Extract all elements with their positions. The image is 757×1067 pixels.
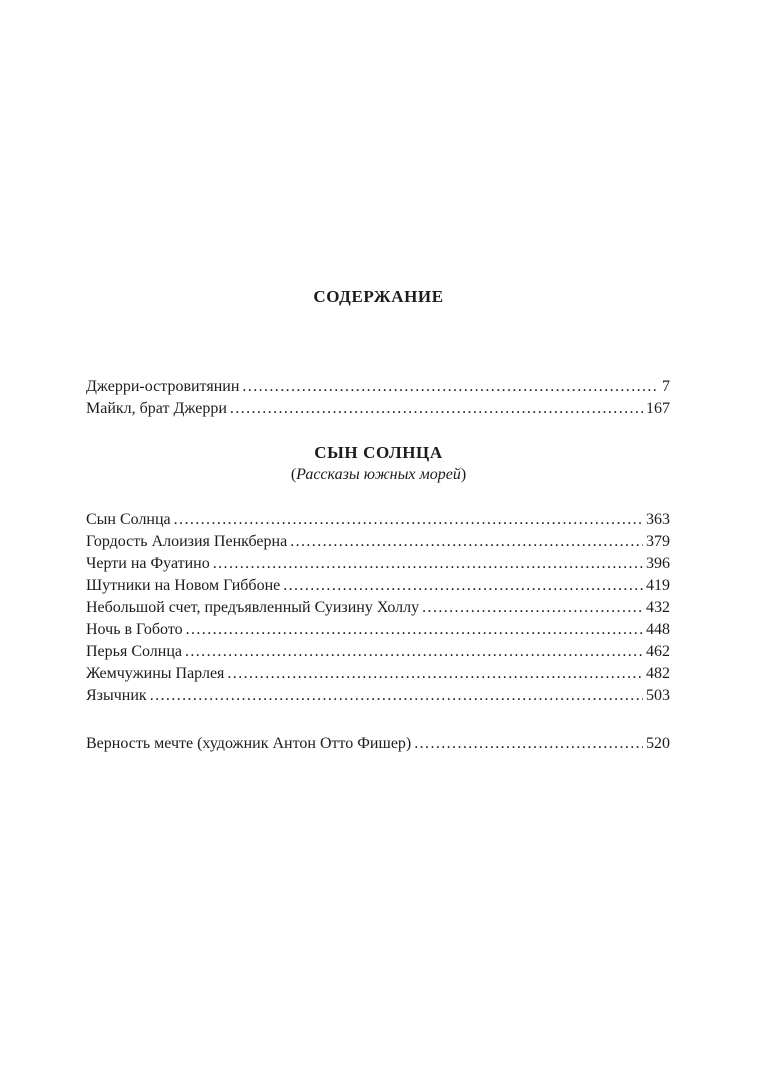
toc-entry-title: Перья Солнца	[86, 643, 182, 660]
toc-entry[interactable]	[86, 641, 670, 663]
toc-entry[interactable]	[86, 509, 670, 531]
dot-leader	[213, 553, 643, 575]
toc-group-stories	[86, 509, 670, 707]
toc-entry-title: Язычник	[86, 687, 147, 704]
toc-entry-page: 520	[646, 735, 670, 752]
toc-entry-page: 363	[646, 511, 670, 528]
toc-entry[interactable]	[86, 733, 670, 755]
toc-entry[interactable]	[86, 398, 670, 420]
toc-entry-page: 419	[646, 577, 670, 594]
toc-entry-title: Ночь в Гобото	[86, 621, 183, 638]
toc-entry-title: Верность мечте (художник Антон Отто Фишер)	[86, 735, 412, 752]
toc-entry-title: Сын Солнца	[86, 511, 171, 528]
toc-entry-page: 379	[646, 533, 670, 550]
dot-leader	[227, 663, 643, 685]
toc-entry[interactable]	[86, 685, 670, 707]
contents-title: СОДЕРЖАНИЕ	[313, 287, 444, 306]
dot-leader	[283, 575, 643, 597]
toc-group-novels	[86, 376, 670, 420]
dot-leader	[174, 509, 643, 531]
toc-entry[interactable]	[86, 376, 670, 398]
dot-leader	[150, 685, 643, 707]
dot-leader	[414, 733, 643, 755]
subtitle-open-paren: (	[290, 466, 297, 483]
toc-group-illustrations	[86, 733, 670, 755]
toc-entry-page: 167	[646, 400, 670, 417]
toc-entry-page: 448	[646, 621, 670, 638]
toc-entry-page: 482	[646, 665, 670, 682]
dot-leader	[422, 597, 643, 619]
toc-entry-page: 396	[646, 555, 670, 572]
dot-leader	[242, 376, 659, 398]
dot-leader	[230, 398, 643, 420]
toc-entry[interactable]	[86, 597, 670, 619]
subtitle-close-paren: )	[460, 466, 467, 483]
toc-entry-title: Жемчужины Парлея	[86, 665, 225, 682]
section-heading: СЫН СОЛНЦА	[314, 443, 443, 462]
dot-leader	[186, 619, 643, 641]
toc-entry[interactable]	[86, 553, 670, 575]
toc-entry[interactable]	[86, 531, 670, 553]
toc-entry-title: Шутники на Новом Гиббоне	[86, 577, 281, 594]
dot-leader	[185, 641, 643, 663]
toc-entry-page: 462	[646, 643, 670, 660]
toc-entry[interactable]	[86, 663, 670, 685]
toc-entry[interactable]	[86, 575, 670, 597]
toc-entry-page: 432	[646, 599, 670, 616]
toc-entry[interactable]	[86, 619, 670, 641]
toc-entry-title: Майкл, брат Джерри	[86, 400, 227, 417]
subtitle-text: Рассказы южных морей	[296, 466, 461, 483]
dot-leader	[290, 531, 643, 553]
toc-entry-title: Джерри-островитянин	[86, 378, 240, 395]
toc-entry-title: Черти на Фуатино	[86, 555, 210, 572]
toc-entry-page: 503	[646, 687, 670, 704]
section-subtitle	[0, 466, 757, 484]
toc-entry-title: Гордость Алоизия Пенкберна	[86, 533, 288, 550]
toc-entry-page: 7	[662, 378, 670, 395]
toc-entry-title: Небольшой счет, предъявленный Суизину Холлу	[86, 599, 420, 616]
